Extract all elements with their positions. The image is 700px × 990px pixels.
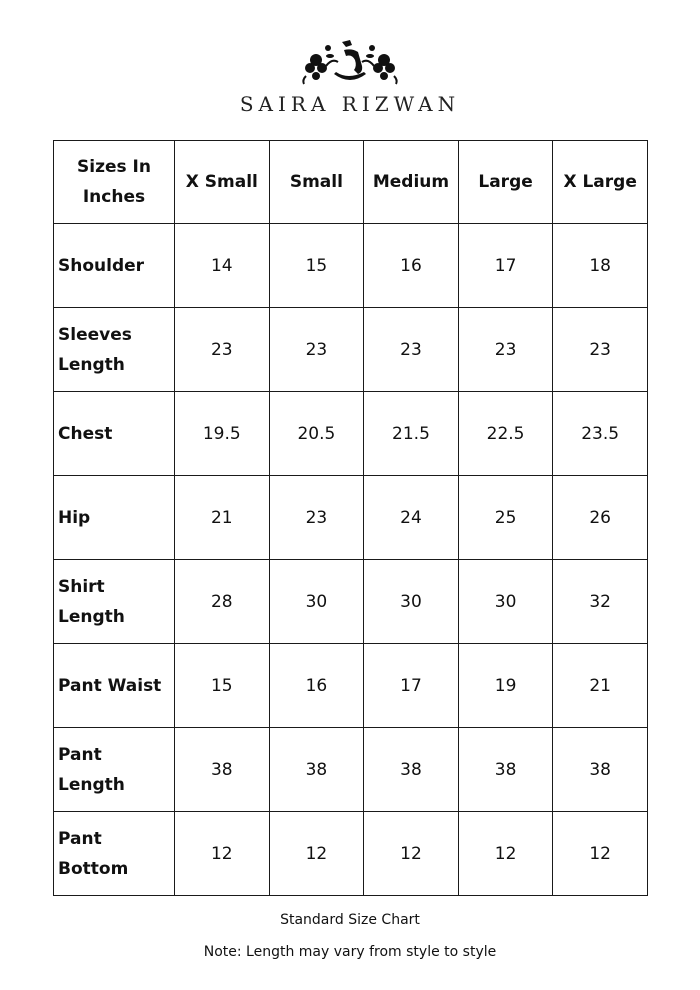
size-chart-table <box>53 140 648 896</box>
row-label: Pant Waist <box>54 644 175 728</box>
table-cell: 17 <box>458 224 553 308</box>
table-cell: 12 <box>175 812 270 896</box>
brand-name: SAIRA RIZWAN <box>239 92 461 116</box>
row-label: Pant Length <box>54 728 175 812</box>
table-cell: 21.5 <box>364 392 459 476</box>
table-cell: 17 <box>364 644 459 728</box>
table-cell: 30 <box>458 560 553 644</box>
table-cell: 38 <box>553 728 648 812</box>
table-cell: 32 <box>553 560 648 644</box>
table-cell: 25 <box>458 476 553 560</box>
table-header-row <box>54 141 648 224</box>
corner-header: Sizes In Inches <box>54 141 175 224</box>
table-row <box>54 644 648 728</box>
table-cell: 24 <box>364 476 459 560</box>
table-row <box>54 392 648 476</box>
column-header: Small <box>269 141 364 224</box>
table-row <box>54 224 648 308</box>
table-cell: 12 <box>269 812 364 896</box>
table-cell: 22.5 <box>458 392 553 476</box>
table-cell: 23 <box>553 308 648 392</box>
table-cell: 21 <box>553 644 648 728</box>
table-cell: 23.5 <box>553 392 648 476</box>
table-cell: 18 <box>553 224 648 308</box>
size-note: Note: Length may vary from style to style <box>203 944 497 960</box>
table-cell: 19.5 <box>175 392 270 476</box>
column-header: Large <box>458 141 553 224</box>
table-cell: 30 <box>269 560 364 644</box>
table-cell: 23 <box>269 476 364 560</box>
table-cell: 38 <box>458 728 553 812</box>
table-cell: 15 <box>175 644 270 728</box>
table-cell: 23 <box>458 308 553 392</box>
table-cell: 23 <box>269 308 364 392</box>
table-row <box>54 728 648 812</box>
column-header: X Small <box>175 141 270 224</box>
chart-caption: Standard Size Chart <box>280 912 420 928</box>
table-cell: 19 <box>458 644 553 728</box>
table-cell: 16 <box>269 644 364 728</box>
table-cell: 26 <box>553 476 648 560</box>
column-header: X Large <box>553 141 648 224</box>
table-cell: 21 <box>175 476 270 560</box>
table-cell: 12 <box>553 812 648 896</box>
row-label: Hip <box>54 476 175 560</box>
table-cell: 12 <box>364 812 459 896</box>
table-row <box>54 476 648 560</box>
table-row <box>54 560 648 644</box>
table-cell: 28 <box>175 560 270 644</box>
table-cell: 38 <box>269 728 364 812</box>
row-label: Chest <box>54 392 175 476</box>
table-row <box>54 308 648 392</box>
row-label: Shoulder <box>54 224 175 308</box>
table-cell: 38 <box>175 728 270 812</box>
row-label: Sleeves Length <box>54 308 175 392</box>
table-cell: 20.5 <box>269 392 364 476</box>
table-cell: 12 <box>458 812 553 896</box>
table-row <box>54 812 648 896</box>
row-label: Pant Bottom <box>54 812 175 896</box>
column-header: Medium <box>364 141 459 224</box>
table-cell: 23 <box>364 308 459 392</box>
row-label: Shirt Length <box>54 560 175 644</box>
table-cell: 23 <box>175 308 270 392</box>
table-cell: 14 <box>175 224 270 308</box>
table-cell: 38 <box>364 728 459 812</box>
floral-monogram-logo-icon <box>300 36 400 88</box>
table-cell: 15 <box>269 224 364 308</box>
table-cell: 16 <box>364 224 459 308</box>
table-cell: 30 <box>364 560 459 644</box>
